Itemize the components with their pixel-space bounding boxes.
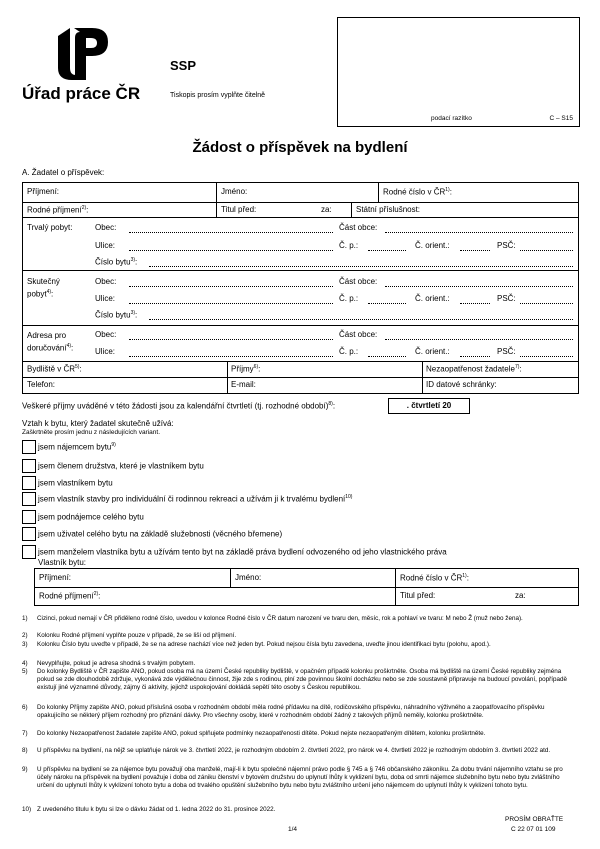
page-title: Žádost o příspěvek na bydlení (192, 139, 408, 156)
relation-checkbox[interactable] (22, 492, 36, 506)
relation-option-label: jsem vlastníkem bytu (38, 478, 113, 488)
nezaopatrenost-field[interactable]: Nezaopatřenost žadatele$^{7)}$: (426, 364, 522, 374)
relation-option-label: jsem nájemcem bytu$^{9)}$ (38, 442, 116, 452)
income-period-text: Veškeré příjmy uváděné v této žádosti jsou za kalendářní čtvrtletí (tj. rozhodné období)$^{8)}$: (22, 401, 336, 411)
birth-number-field[interactable]: Rodné číslo v ČR$^{1)}$: (383, 187, 452, 197)
actual-address-label: Skutečný pobyt$^{4)}$: (27, 277, 60, 299)
birth-surname-field[interactable]: Rodné příjmení$^{2)}$: (27, 205, 89, 215)
surname-field[interactable]: Příjmení: (27, 187, 60, 196)
section-a-heading: A. Žadatel o příspěvek: (22, 168, 105, 177)
permanent-obec-input[interactable] (129, 232, 333, 233)
permanent-cast-obce-input[interactable] (385, 232, 573, 233)
prosim-obratte: PROSÍM OBRAŤTE (505, 816, 564, 823)
stamp-label: podací razítko (431, 115, 472, 122)
delivery-cp-input[interactable] (368, 356, 406, 357)
permanent-address-label: Trvalý pobyt: (27, 223, 73, 232)
owner-surname-field[interactable]: Příjmení: (39, 573, 72, 582)
actual-corient-input[interactable] (460, 303, 490, 304)
stamp-box (337, 17, 580, 127)
relation-checkbox[interactable] (22, 545, 36, 559)
print-note: Tiskopis prosím vyplňte čitelně (170, 92, 266, 99)
relation-checkbox[interactable] (22, 440, 36, 454)
delivery-ulice-input[interactable] (129, 356, 333, 357)
owner-birth-surname-field[interactable]: Rodné příjmení$^{2)}$: (39, 591, 101, 601)
relation-checkbox[interactable] (22, 459, 36, 473)
relation-title: Vztah k bytu, který žadatel skutečně užívá: (22, 419, 174, 428)
form-id: C – S15 (549, 115, 573, 122)
owner-birth-number-field[interactable]: Rodné číslo v ČR$^{1)}$: (400, 573, 469, 583)
delivery-address-label: Adresa pro doručování$^{4)}$: (27, 331, 74, 353)
delivery-psc-input[interactable] (520, 356, 573, 357)
delivery-corient-input[interactable] (460, 356, 490, 357)
email-field[interactable]: E-mail: (231, 380, 256, 389)
relation-option-label: jsem vlastník stavby pro individuální či rodinnou rekreaci a užívám ji k trvalému bydlení$^{10)}$ (38, 494, 353, 504)
up-cr-logo (58, 28, 108, 80)
relation-option-label: jsem členem družstva, které je vlastníkem bytu (38, 461, 204, 471)
applicant-table: Příjmení: Jméno: Rodné číslo v ČR$^{1)}$: Rodné příjmení$^{2)}$: Titul před: za: Státní příslušnost: Trvalý pobyt: Obec: Část obce: Ulice: Č. p.: Č. orient.: PSČ: Číslo bytu$^{3)}$: Skutečný pobyt$^{4)}$: Obec: Část obce: Ulice: Č. p.: Č. orient.: PSČ: Číslo bytu$^{3)}$: Adresa pro doručování$^{4)}$: Obec: Část obce: Ulice: Č. p.: Č. orient.: PSČ: Bydliště v ČR$^{5)}$: Příjmy$^{6)}$: Nezaopatřenost žadatele$^{7)}$: Telefon: E-mail: ID datové schránky: (22, 182, 579, 394)
owner-table (34, 568, 579, 606)
permanent-cislo-bytu-input[interactable] (149, 266, 573, 267)
owner-label: Vlastník bytu: (38, 558, 87, 567)
relation-option-label: jsem manželem vlastníka bytu a užívám tento byt na základě práva bydlení odvozeného od jeho vlastnického práva (38, 547, 447, 557)
actual-obec-input[interactable] (129, 286, 333, 287)
prijmy-field[interactable]: Příjmy$^{6)}$: (231, 364, 261, 374)
relation-option-label: jsem uživatel celého bytu na základě služebnosti (věcného břemene) (38, 529, 283, 539)
permanent-cp-input[interactable] (368, 250, 406, 251)
page-number: 1/4 (288, 826, 298, 833)
actual-ulice-input[interactable] (129, 303, 333, 304)
relation-note: Zaškrtněte prosím jednu z následujících variant. (22, 429, 161, 436)
actual-cislo-bytu-input[interactable] (149, 319, 573, 320)
title-before-field[interactable]: Titul před: (221, 205, 257, 214)
name-field[interactable]: Jméno: (221, 187, 248, 196)
actual-cp-input[interactable] (368, 303, 406, 304)
datova-schranka-field[interactable]: ID datové schránky: (426, 380, 497, 389)
relation-option-label: jsem podnájemce celého bytu (38, 512, 144, 522)
permanent-ulice-input[interactable] (129, 250, 333, 251)
form-code: SSP (170, 58, 197, 73)
bydliste-field[interactable]: Bydliště v ČR$^{5)}$: (27, 364, 82, 374)
owner-title-after-field[interactable]: za: (515, 591, 526, 600)
relation-checkbox[interactable] (22, 476, 36, 490)
delivery-cast-obce-input[interactable] (385, 339, 573, 340)
form-code-footer: C 22 07 01 109 (511, 826, 556, 833)
actual-cast-obce-input[interactable] (385, 286, 573, 287)
telefon-field[interactable]: Telefon: (27, 380, 56, 389)
logo-text: Úřad práce ČR (22, 84, 141, 103)
delivery-obec-input[interactable] (129, 339, 333, 340)
owner-title-before-field[interactable]: Titul před: (400, 591, 436, 600)
quarter-input[interactable]: . čtvrtletí 20 (388, 398, 470, 414)
relation-checkbox[interactable] (22, 527, 36, 541)
owner-name-field[interactable]: Jméno: (235, 573, 262, 582)
relation-checkbox[interactable] (22, 510, 36, 524)
citizenship-field[interactable]: Státní příslušnost: (356, 205, 421, 214)
permanent-psc-input[interactable] (520, 250, 573, 251)
title-after-field[interactable]: za: (321, 205, 332, 214)
permanent-corient-input[interactable] (460, 250, 490, 251)
actual-psc-input[interactable] (520, 303, 573, 304)
